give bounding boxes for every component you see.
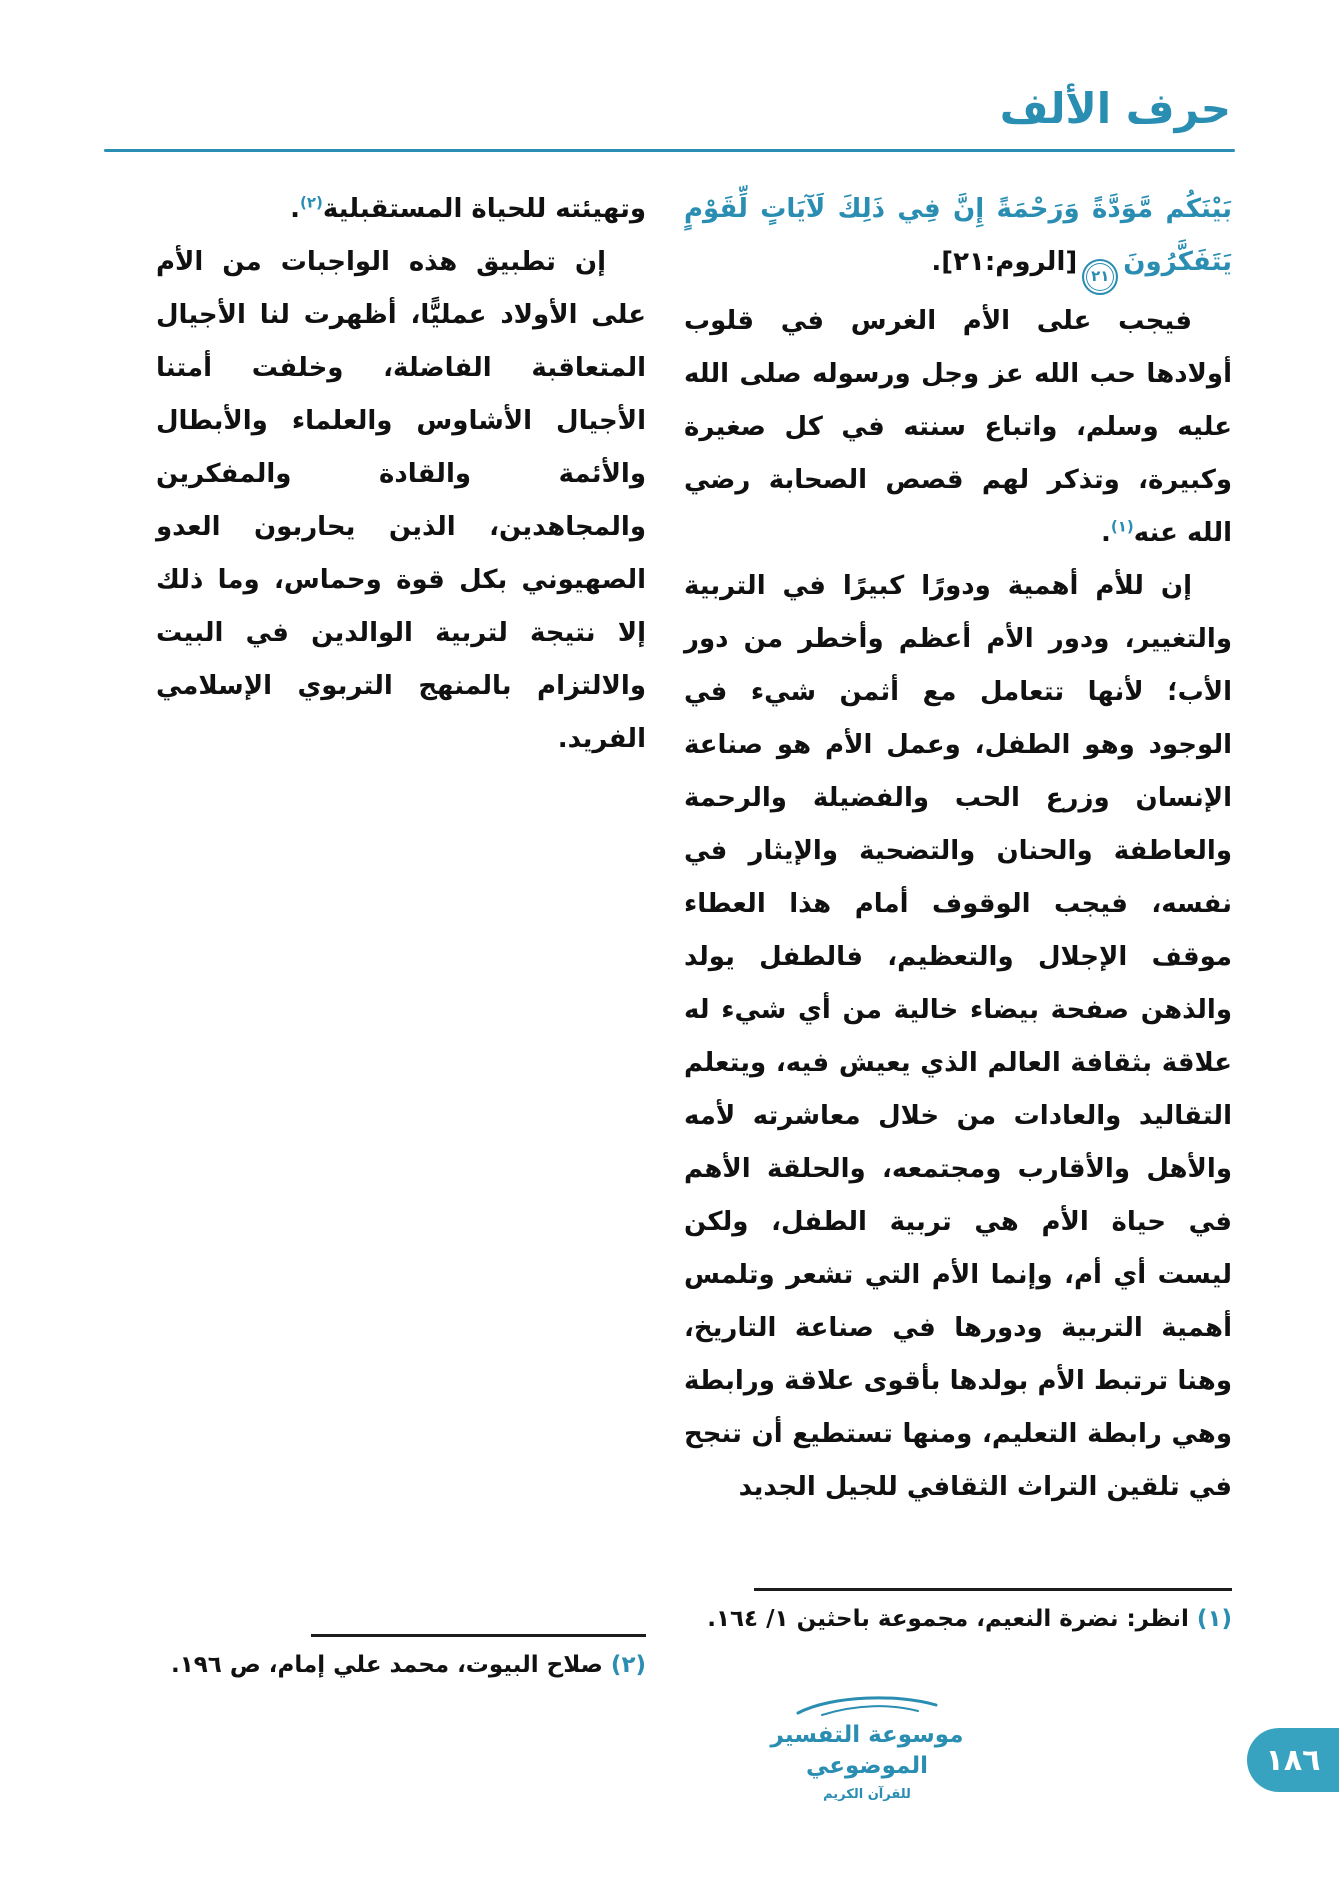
footnote-block-2	[156, 1634, 646, 1689]
footnote-text	[684, 1596, 1232, 1643]
body-paragraph	[156, 183, 646, 236]
verse-reference: [الروم:٢١].	[931, 247, 1078, 277]
page-number-tab	[1247, 1728, 1339, 1792]
quran-verse	[684, 183, 1232, 295]
footnote-reference-1: (١)	[1110, 516, 1134, 535]
footnote-body: صلاح البيوت، محمد علي إمام، ص ١٩٦.	[170, 1652, 603, 1678]
page-number: ١٨٦	[1265, 1742, 1321, 1778]
right-text-column	[684, 183, 1232, 1514]
left-text-column	[156, 183, 646, 766]
footnote-reference-2: (٢)	[299, 193, 323, 212]
ayah-number: ٢١	[1091, 267, 1110, 285]
footnote-marker: (١)	[1196, 1606, 1232, 1632]
body-paragraph: إن تطبيق هذه الواجبات من الأم على الأولاد عمليًّا، أظهرت لنا الأجيال المتعاقبة الفاضلة، وخلفت أمتنا الأجيال الأشاوس والعلماء والأبطال والأئمة والقادة والمفكرين والمجاهدين، الذين يحاربون العدو الصهيوني بكل قوة وحماس، وما ذلك إلا نتيجة لتربية الوالدين في البيت والالتزام بالمنهج التربوي الإسلامي الفريد.	[156, 247, 646, 754]
publisher-logo	[763, 1692, 971, 1802]
header-divider	[104, 149, 1235, 152]
logo-subtitle: للقرآن الكريم	[823, 1787, 911, 1803]
verse-text: بَيْنَكُم مَّوَدَّةً وَرَحْمَةً إِنَّ فِي ذَلِكَ لَآيَاتٍ لِّقَوْمٍ يَتَفَكَّرُونَ	[684, 194, 1232, 277]
logo-flourish-icon	[792, 1692, 942, 1718]
footnote-marker: (٢)	[610, 1652, 646, 1678]
ayah-end-ornament-icon	[1082, 259, 1118, 295]
footnote-block-1	[684, 1588, 1232, 1643]
paragraph-text: فيجب على الأم الغرس في قلوب أولادها حب الله عز وجل ورسوله صلى الله عليه وسلم، واتباع سنته في كل صغيرة وكبيرة، وتذكر لهم قصص الصحابة رضي الله عنه	[684, 305, 1232, 548]
body-paragraph: إن للأم أهمية ودورًا كبيرًا في التربية والتغيير، ودور الأم أعظم وأخطر من دور الأب؛ لأنها تتعامل مع أثمن شيء في الوجود وهو الطفل، وعمل الأم هو صناعة الإنسان وزرع الحب والفضيلة والرحمة والعاطفة والحنان والتضحية والإيثار في نفسه، فيجب الوقوف أمام هذا العطاء موقف الإجلال والتعظيم، فالطفل يولد والذهن صفحة بيضاء خالية من أي شيء له علاقة بثقافة العالم الذي يعيش فيه، ويتعلم التقاليد والعادات من خلال معاشرته لأمه والأهل والأقارب ومجتمعه، والحلقة الأهم في حياة الأم هي تربية الطفل، ولكن ليست أي أم، وإنما الأم التي تشعر وتلمس أهمية التربية ودورها في صناعة التاريخ، وهنا ترتبط الأم بولدها بأقوى علاقة ورابطة وهي رابطة التعليم، ومنها تستطيع أن تنجح في تلقين التراث الثقافي للجيل الجديد	[684, 570, 1232, 1502]
logo-title: موسوعة التفسير الموضوعي	[770, 1722, 964, 1780]
paragraph-text: وتهيئته للحياة المستقبلية	[322, 194, 646, 224]
sentence-end: .	[1100, 517, 1111, 548]
footnote-body: انظر: نضرة النعيم، مجموعة باحثين ١/ ١٦٤.	[707, 1606, 1189, 1632]
chapter-heading: حرف الألف	[999, 84, 1231, 133]
sentence-end: .	[290, 194, 300, 224]
body-paragraph	[684, 295, 1232, 560]
footnote-divider	[311, 1634, 646, 1637]
footnote-text	[156, 1642, 646, 1689]
footnote-divider	[754, 1588, 1232, 1591]
